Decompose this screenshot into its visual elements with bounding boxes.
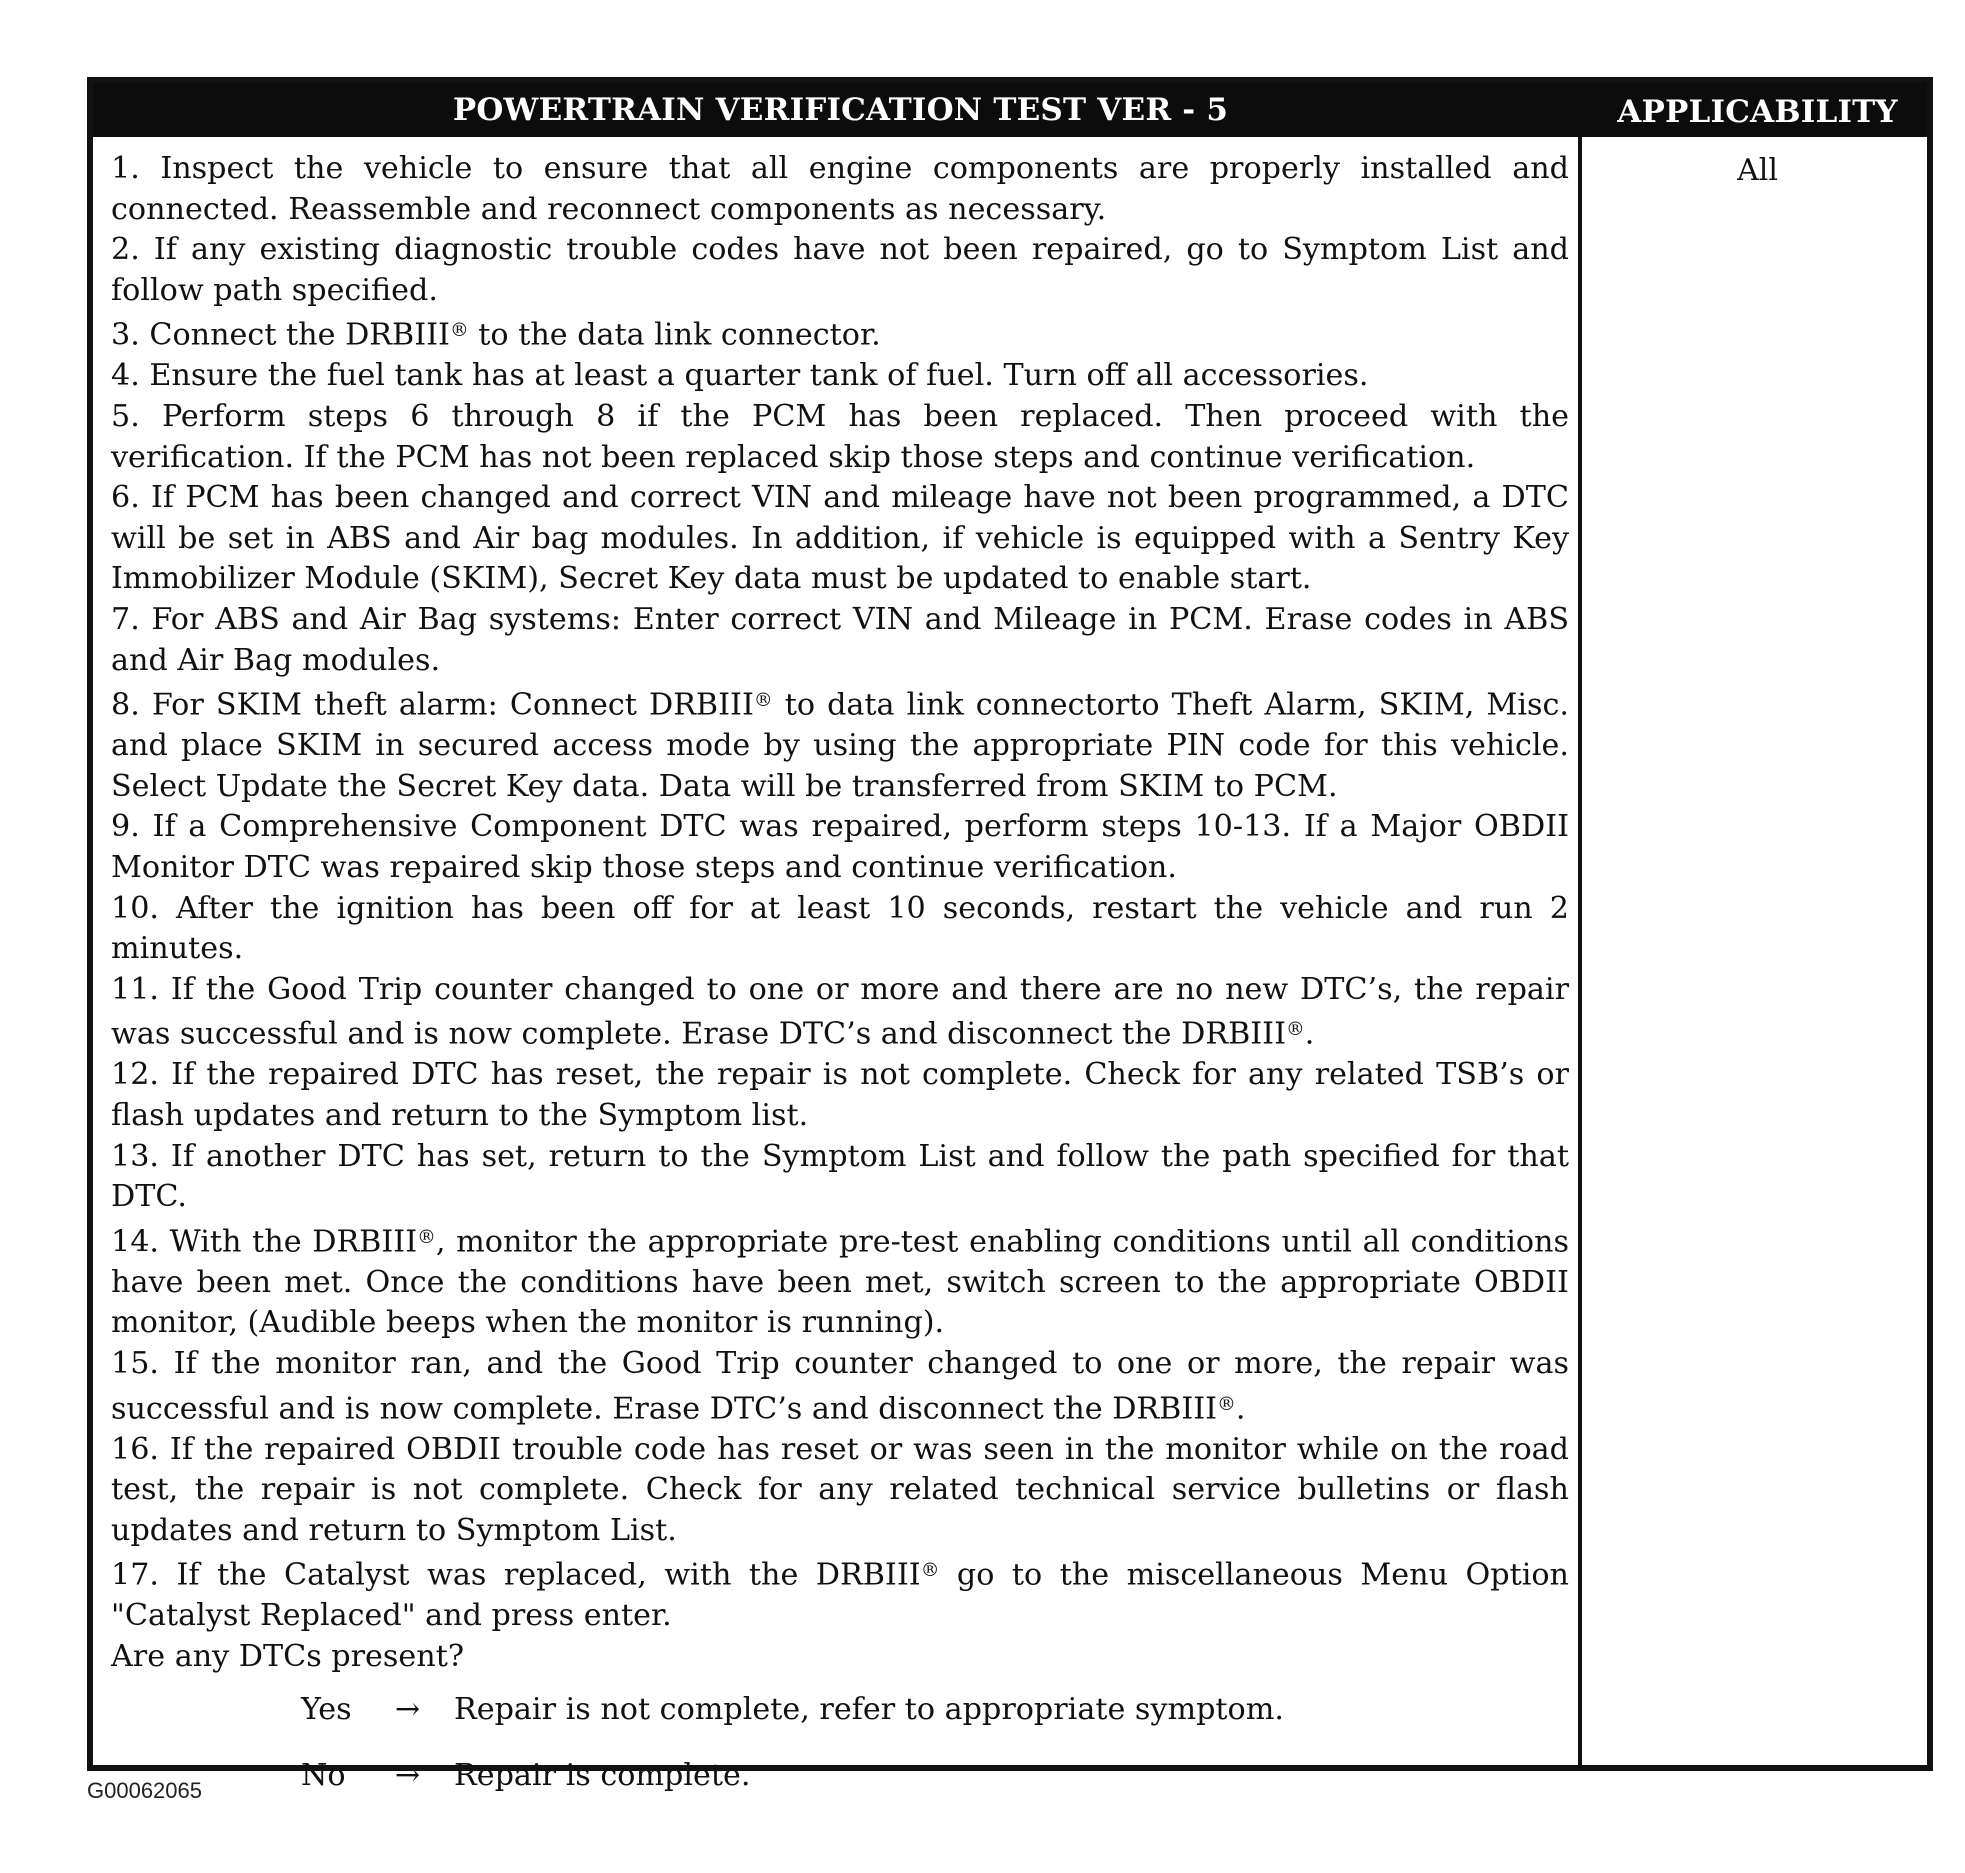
registered-mark: ® [753,690,773,712]
question-text: Are any DTCs present? [111,1638,465,1674]
step-item [111,1218,1569,1344]
step-item [111,681,1569,807]
applicability-value: All [1737,153,1778,188]
step-text: 1. Inspect the vehicle to ensure that all engine components are properly installed and connected. Reassemble and reconnect components as necessary. [111,151,1569,227]
registered-mark: ® [1217,1393,1236,1415]
arrow-right-icon: → [394,1757,421,1793]
registered-mark: ® [1286,1019,1305,1041]
step-text: 11. If the Good Trip counter changed to one or more and there are no new DTC’s, the repair was successful and is now complete. Erase DTC’s and disconnect the DRBIII [111,971,1569,1052]
step-item [111,600,1569,681]
step-item [111,397,1569,478]
answers-list [301,1690,1569,1822]
answer-no [301,1756,1569,1822]
answer-label: Yes [301,1691,352,1727]
step-text: 14. With the DRBIII [111,1224,418,1260]
step-text: 8. For SKIM theft alarm: Connect DRBIII [111,687,754,723]
step-item [111,149,1569,230]
steps-list [111,149,1569,1637]
registered-mark: ® [417,1226,436,1248]
step-item [111,230,1569,311]
step-text-continued: go to the miscellaneous Menu Option "Catalyst Replaced" and press enter. [111,1557,1569,1634]
step-text: 13. If another DTC has set, return to the Symptom List and follow the path specified for that DTC. [111,1138,1569,1215]
step-text: 16. If the repaired OBDII trouble code has reset or was seen in the monitor while on the road test, the repair is not complete. Check for any related technical service bulletins or flash updates and return to Symptom List. [111,1431,1569,1548]
step-text-continued: . [1235,1390,1246,1426]
step-item [111,1551,1569,1637]
table-title: POWERTRAIN VERIFICATION TEST VER - 5 [452,92,1229,128]
step-text: 5. Perform steps 6 through 8 if the PCM has been replaced. Then proceed with the verification. If the PCM has not been replaced skip those steps and continue verification. [111,398,1569,475]
step-text: 12. If the repaired DTC has reset, the repair is not complete. Check for any related TSB’s or flash updates and return to the Symptom list. [111,1057,1569,1133]
step-text-continued: to the data link connector. [468,317,881,353]
column-divider [1578,137,1582,1765]
step-item [111,807,1569,888]
step-item [111,889,1569,970]
step-item [111,1055,1569,1136]
arrow-right-icon: → [394,1691,421,1727]
step-text: 3. Connect the DRBIII [111,317,450,353]
table-header [93,83,1927,137]
procedure-steps [111,149,1569,1822]
figure-id: G00062065 [87,1778,202,1803]
answer-text: Repair is complete. [454,1757,751,1793]
step-item [111,478,1569,600]
applicability-header: APPLICABILITY [1617,94,1898,130]
step-item [111,1344,1569,1430]
step-item [111,356,1569,397]
step-item [111,311,1569,356]
step-text-continued: . [1304,1016,1315,1052]
step-item [111,970,1569,1056]
registered-mark: ® [920,1560,940,1582]
answer-yes [301,1690,1569,1756]
step-text: 2. If any existing diagnostic trouble codes have not been repaired, go to Symptom List and follow path specified. [111,232,1569,308]
step-item [111,1430,1569,1552]
answer-label: No [301,1757,346,1793]
registered-mark: ® [449,320,469,342]
step-text: 15. If the monitor ran, and the Good Trip counter changed to one or more, the repair was successful and is now complete. Erase DTC’s and disconnect the DRBIII [111,1345,1569,1426]
answer-text: Repair is not complete, refer to appropriate symptom. [454,1691,1284,1727]
step-text: 10. After the ignition has been off for at least 10 seconds, restart the vehicle and run 2 minutes. [111,890,1569,967]
step-text: 17. If the Catalyst was replaced, with the DRBIII [111,1557,921,1593]
step-item [111,1137,1569,1218]
step-text: 6. If PCM has been changed and correct VIN and mileage have not been programmed, a DTC will be set in ABS and Air bag modules. In addition, if vehicle is equipped with a Sentry Key Immobilizer Module (SKIM), Secret Key data must be updated to enable start. [111,480,1569,597]
step-text-continued: , monitor the appropriate pre-test enabling conditions until all conditions have been met. Once the conditions have been met, switch screen to the appropriate OBDII monitor, (Audible beeps when the monitor is running). [111,1224,1569,1341]
step-text: 7. For ABS and Air Bag systems: Enter correct VIN and Mileage in PCM. Erase codes in ABS and Air Bag modules. [111,601,1569,678]
step-text-continued: to data link connectorto Theft Alarm, SKIM, Misc. and place SKIM in secured access mode by using the appropriate PIN code for this vehicle. Select Update the Secret Key data. Data will be transferred from SKIM to PCM. [111,687,1569,804]
step-text: 9. If a Comprehensive Component DTC was repaired, perform steps 10-13. If a Major OBDII Monitor DTC was repaired skip those steps and continue verification. [111,809,1569,885]
step-text: 4. Ensure the fuel tank has at least a quarter tank of fuel. Turn off all accessories. [111,358,1369,394]
